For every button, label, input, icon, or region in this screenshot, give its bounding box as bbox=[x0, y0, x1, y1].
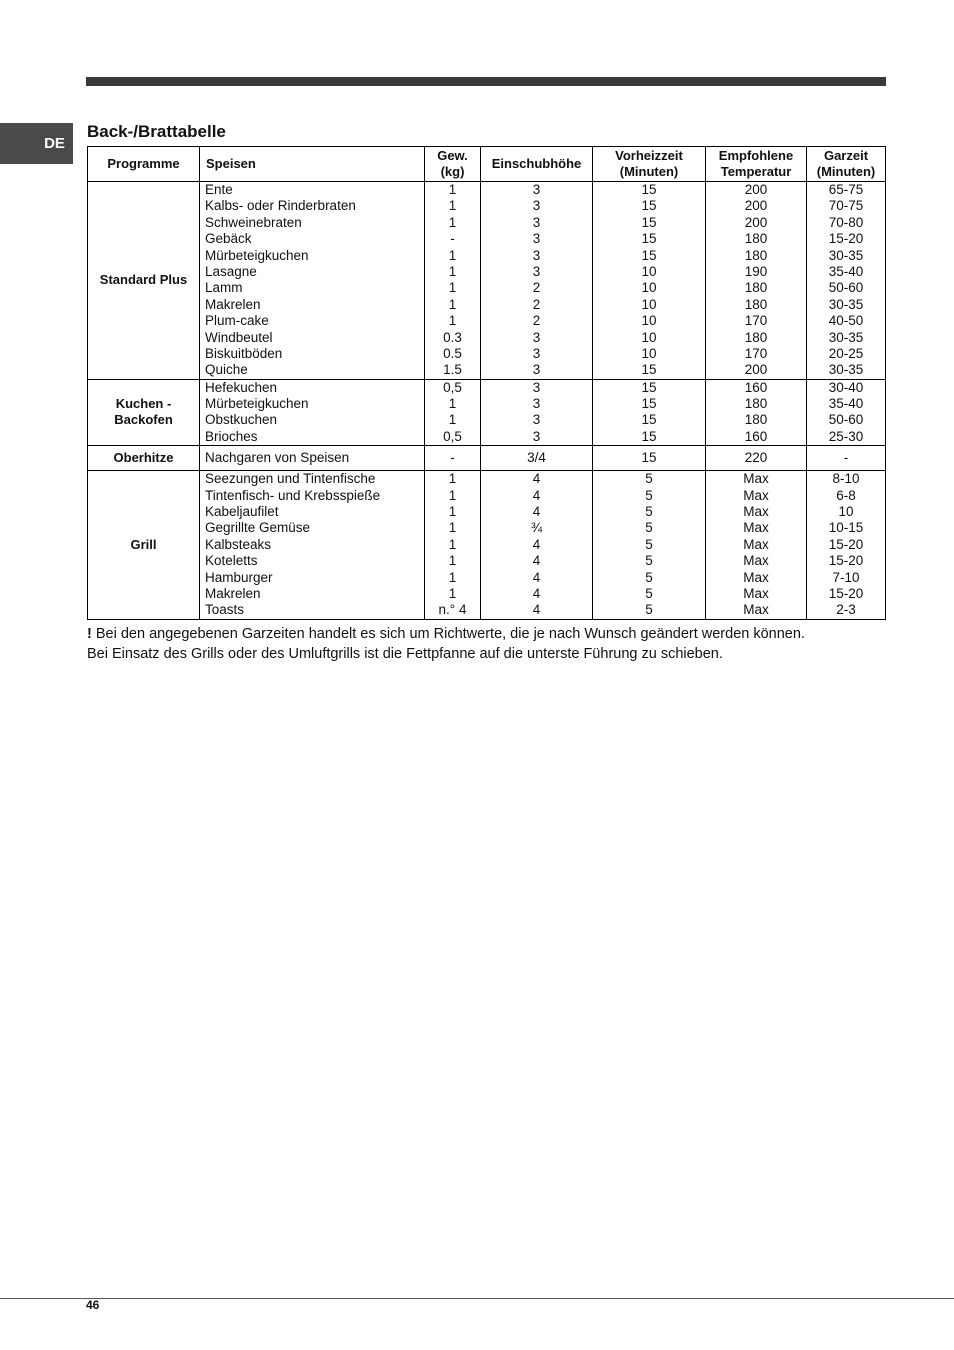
temperature-value: 180 bbox=[744, 280, 768, 296]
cooking-table bbox=[87, 146, 886, 620]
weight-value: 1 bbox=[448, 553, 457, 569]
food-value: Kalbs- oder Rinderbraten bbox=[205, 198, 356, 214]
programme-cell: Kuchen - Backofen bbox=[88, 379, 200, 446]
temperature-value: 200 bbox=[744, 362, 768, 378]
food-value: Schweinebraten bbox=[205, 214, 302, 230]
temperature-value: Max bbox=[743, 487, 769, 503]
food-value: Gebäck bbox=[205, 231, 252, 247]
cook-time-cell bbox=[807, 446, 886, 471]
temperature-value: Max bbox=[743, 536, 769, 552]
food-cell bbox=[200, 182, 425, 380]
page-number: 46 bbox=[86, 1298, 100, 1312]
preheat-value: 15 bbox=[641, 379, 657, 395]
preheat-value: 10 bbox=[641, 263, 657, 279]
header-garzeit: Garzeit (Minuten) bbox=[807, 147, 886, 182]
header-rule bbox=[86, 77, 886, 86]
preheat-value: 5 bbox=[645, 569, 653, 585]
shelf-value: 3 bbox=[532, 247, 541, 263]
cook-time-value: 10-15 bbox=[828, 520, 864, 536]
shelf-value: 4 bbox=[532, 536, 541, 552]
weight-cell bbox=[425, 446, 481, 471]
food-value: Ente bbox=[205, 182, 233, 197]
food-value: Mürbeteigkuchen bbox=[205, 247, 309, 263]
language-label: DE bbox=[44, 135, 65, 152]
preheat-value: 15 bbox=[641, 362, 657, 378]
food-value: Hefekuchen bbox=[205, 379, 278, 395]
programme-cell: Grill bbox=[88, 471, 200, 620]
temperature-cell bbox=[706, 446, 807, 471]
food-value: Seezungen und Tintenfische bbox=[205, 471, 376, 487]
weight-cell bbox=[425, 182, 481, 380]
temperature-value: Max bbox=[743, 602, 769, 618]
preheat-value: 10 bbox=[641, 280, 657, 296]
temperature-value: Max bbox=[743, 569, 769, 585]
cook-time-cell bbox=[807, 182, 886, 380]
weight-value: 1 bbox=[448, 247, 457, 263]
shelf-value: 2 bbox=[532, 280, 541, 296]
preheat-value: 15 bbox=[641, 450, 657, 466]
preheat-value: 10 bbox=[641, 313, 657, 329]
preheat-value: 15 bbox=[641, 396, 657, 412]
header-vorheiz: Vorheizzeit (Minuten) bbox=[593, 147, 706, 182]
shelf-value: 4 bbox=[532, 553, 541, 569]
weight-value: 1 bbox=[448, 585, 457, 601]
weight-value: 1 bbox=[448, 471, 457, 487]
language-tab bbox=[0, 123, 73, 164]
weight-value: 0.5 bbox=[443, 345, 462, 361]
temperature-value: 180 bbox=[744, 329, 768, 345]
shelf-value: 3 bbox=[532, 428, 541, 444]
food-value: Makrelen bbox=[205, 585, 261, 601]
cook-time-value: 70-75 bbox=[828, 198, 864, 214]
temperature-value: 220 bbox=[744, 450, 768, 466]
weight-cell bbox=[425, 471, 481, 620]
weight-value: 1.5 bbox=[443, 362, 462, 378]
food-value: Tintenfisch- und Krebsspieße bbox=[205, 487, 381, 503]
temperature-value: 200 bbox=[744, 182, 768, 197]
food-value: Nachgaren von Speisen bbox=[205, 450, 350, 466]
temperature-value: 160 bbox=[744, 428, 768, 444]
preheat-cell bbox=[593, 446, 706, 471]
preheat-cell bbox=[593, 471, 706, 620]
cook-time-value: 25-30 bbox=[828, 428, 864, 444]
food-cell bbox=[200, 471, 425, 620]
weight-value: 1 bbox=[448, 520, 457, 536]
cook-time-value: 30-35 bbox=[828, 296, 864, 312]
food-value: Lasagne bbox=[205, 263, 257, 279]
table-row bbox=[88, 182, 886, 380]
cook-time-value: 30-40 bbox=[828, 379, 864, 395]
food-value: Hamburger bbox=[205, 569, 273, 585]
preheat-value: 10 bbox=[641, 345, 657, 361]
shelf-value: 3 bbox=[532, 263, 541, 279]
weight-value: 1 bbox=[448, 412, 457, 428]
preheat-value: 15 bbox=[641, 247, 657, 263]
header-temp: Empfohlene Temperatur bbox=[706, 147, 807, 182]
food-value: Obstkuchen bbox=[205, 412, 278, 428]
temperature-value: 180 bbox=[744, 412, 768, 428]
preheat-value: 15 bbox=[641, 231, 657, 247]
table-header-row bbox=[88, 147, 886, 182]
weight-value: 1 bbox=[448, 214, 457, 230]
food-value: Toasts bbox=[205, 602, 245, 618]
header-programme: Programme bbox=[88, 147, 200, 182]
weight-value: 0,5 bbox=[443, 428, 462, 444]
cook-time-value: 15-20 bbox=[828, 585, 864, 601]
shelf-value: 3 bbox=[532, 329, 541, 345]
temperature-cell bbox=[706, 379, 807, 446]
shelf-value: 3 bbox=[532, 379, 541, 395]
cook-time-value: 50-60 bbox=[828, 280, 864, 296]
food-value: Mürbeteigkuchen bbox=[205, 396, 309, 412]
food-value: Makrelen bbox=[205, 296, 261, 312]
cook-time-value: 10 bbox=[838, 504, 854, 520]
temperature-value: 190 bbox=[744, 263, 768, 279]
temperature-value: 200 bbox=[744, 198, 768, 214]
food-value: Kabeljaufilet bbox=[205, 504, 279, 520]
shelf-value: 3 bbox=[532, 362, 541, 378]
weight-value: 1 bbox=[448, 313, 457, 329]
weight-value: 1 bbox=[448, 182, 457, 197]
shelf-value: 3 bbox=[532, 396, 541, 412]
temperature-cell bbox=[706, 471, 807, 620]
preheat-value: 5 bbox=[645, 602, 653, 618]
preheat-value: 5 bbox=[645, 504, 653, 520]
preheat-value: 5 bbox=[645, 585, 653, 601]
food-value: Brioches bbox=[205, 428, 258, 444]
cook-time-value: 50-60 bbox=[828, 412, 864, 428]
temperature-value: Max bbox=[743, 471, 769, 487]
weight-value: 1 bbox=[448, 296, 457, 312]
temperature-value: 180 bbox=[744, 247, 768, 263]
header-gew: Gew. (kg) bbox=[425, 147, 481, 182]
weight-cell bbox=[425, 379, 481, 446]
temperature-value: 180 bbox=[744, 396, 768, 412]
weight-value: 1 bbox=[448, 280, 457, 296]
cook-time-value: 2-3 bbox=[836, 602, 856, 618]
shelf-cell bbox=[481, 446, 593, 471]
food-cell bbox=[200, 379, 425, 446]
shelf-value: 4 bbox=[532, 504, 541, 520]
programme-cell: Oberhitze bbox=[88, 446, 200, 471]
temperature-value: Max bbox=[743, 504, 769, 520]
cook-time-value: 15-20 bbox=[828, 231, 864, 247]
cook-time-value: 6-8 bbox=[836, 487, 856, 503]
cook-time-value: - bbox=[843, 450, 849, 466]
cook-time-value: 35-40 bbox=[828, 263, 864, 279]
cook-time-value: 20-25 bbox=[828, 345, 864, 361]
weight-value: 1 bbox=[448, 396, 457, 412]
weight-value: n.° 4 bbox=[438, 602, 467, 618]
note-mark: ! bbox=[87, 626, 92, 642]
preheat-value: 15 bbox=[641, 214, 657, 230]
shelf-value: 2 bbox=[532, 313, 541, 329]
temperature-value: 170 bbox=[744, 313, 768, 329]
weight-value: - bbox=[450, 450, 455, 466]
shelf-value: 4 bbox=[532, 585, 541, 601]
shelf-value: 2 bbox=[532, 296, 541, 312]
header-speisen: Speisen bbox=[200, 147, 425, 182]
shelf-value: 3 bbox=[532, 182, 541, 197]
food-value: Kalbsteaks bbox=[205, 536, 272, 552]
cook-time-value: 8-10 bbox=[832, 471, 860, 487]
cook-time-value: 30-35 bbox=[828, 362, 864, 378]
preheat-value: 10 bbox=[641, 296, 657, 312]
preheat-value: 5 bbox=[645, 520, 653, 536]
food-value: Biskuitböden bbox=[205, 345, 283, 361]
food-value: Plum-cake bbox=[205, 313, 269, 329]
preheat-value: 15 bbox=[641, 182, 657, 197]
cook-time-value: 30-35 bbox=[828, 329, 864, 345]
note-line-2: Bei Einsatz des Grills oder des Umluftgrills ist die Fettpfanne auf die unterste Führung zu schieben. bbox=[87, 645, 723, 662]
temperature-cell bbox=[706, 182, 807, 380]
weight-value: 1 bbox=[448, 198, 457, 214]
footer-rule bbox=[0, 1298, 954, 1299]
weight-value: 1 bbox=[448, 263, 457, 279]
weight-value: 0,5 bbox=[443, 379, 462, 395]
cook-time-value: 70-80 bbox=[828, 214, 864, 230]
cook-time-value: 7-10 bbox=[832, 569, 860, 585]
shelf-value: 3/4 bbox=[527, 450, 546, 466]
preheat-value: 15 bbox=[641, 428, 657, 444]
preheat-value: 10 bbox=[641, 329, 657, 345]
weight-value: 1 bbox=[448, 569, 457, 585]
cook-time-value: 35-40 bbox=[828, 396, 864, 412]
food-value: Gegrillte Gemüse bbox=[205, 520, 311, 536]
shelf-value: 4 bbox=[532, 487, 541, 503]
programme-cell: Standard Plus bbox=[88, 182, 200, 380]
preheat-cell bbox=[593, 379, 706, 446]
weight-value: 1 bbox=[448, 536, 457, 552]
table-row bbox=[88, 471, 886, 620]
page-title: Back-/Brattabelle bbox=[87, 122, 226, 141]
temperature-value: 180 bbox=[744, 296, 768, 312]
food-value: Lamm bbox=[205, 280, 243, 296]
weight-value: 0.3 bbox=[443, 329, 462, 345]
shelf-value: 3 bbox=[532, 198, 541, 214]
cook-time-cell bbox=[807, 471, 886, 620]
weight-value: 1 bbox=[448, 487, 457, 503]
temperature-value: Max bbox=[743, 553, 769, 569]
shelf-value: 3 bbox=[532, 412, 541, 428]
shelf-cell bbox=[481, 471, 593, 620]
cook-time-cell bbox=[807, 379, 886, 446]
temperature-value: 160 bbox=[744, 379, 768, 395]
preheat-value: 5 bbox=[645, 471, 653, 487]
temperature-value: Max bbox=[743, 585, 769, 601]
shelf-value: 4 bbox=[532, 602, 541, 618]
shelf-value: ¾ bbox=[530, 520, 543, 536]
preheat-cell bbox=[593, 182, 706, 380]
temperature-value: 200 bbox=[744, 214, 768, 230]
temperature-value: 180 bbox=[744, 231, 768, 247]
cook-time-value: 15-20 bbox=[828, 536, 864, 552]
temperature-value: 170 bbox=[744, 345, 768, 361]
table-row bbox=[88, 446, 886, 471]
cook-time-value: 30-35 bbox=[828, 247, 864, 263]
table-row bbox=[88, 379, 886, 446]
note-line-1: Bei den angegebenen Garzeiten handelt es sich um Richtwerte, die je nach Wunsch geändert werden können. bbox=[95, 626, 805, 642]
preheat-value: 5 bbox=[645, 487, 653, 503]
shelf-value: 4 bbox=[532, 569, 541, 585]
shelf-cell bbox=[481, 379, 593, 446]
shelf-cell bbox=[481, 182, 593, 380]
shelf-value: 4 bbox=[532, 471, 541, 487]
header-einschub: Einschubhöhe bbox=[481, 147, 593, 182]
food-value: Koteletts bbox=[205, 553, 258, 569]
cook-time-value: 40-50 bbox=[828, 313, 864, 329]
food-cell bbox=[200, 446, 425, 471]
shelf-value: 3 bbox=[532, 345, 541, 361]
temperature-value: Max bbox=[743, 520, 769, 536]
food-value: Windbeutel bbox=[205, 329, 273, 345]
weight-value: 1 bbox=[448, 504, 457, 520]
shelf-value: 3 bbox=[532, 231, 541, 247]
preheat-value: 5 bbox=[645, 553, 653, 569]
cook-time-value: 15-20 bbox=[828, 553, 864, 569]
weight-value: - bbox=[450, 231, 455, 247]
preheat-value: 15 bbox=[641, 198, 657, 214]
food-value: Quiche bbox=[205, 362, 248, 378]
note bbox=[87, 625, 887, 664]
preheat-value: 15 bbox=[641, 412, 657, 428]
cook-time-value: 65-75 bbox=[828, 182, 864, 197]
preheat-value: 5 bbox=[645, 536, 653, 552]
shelf-value: 3 bbox=[532, 214, 541, 230]
